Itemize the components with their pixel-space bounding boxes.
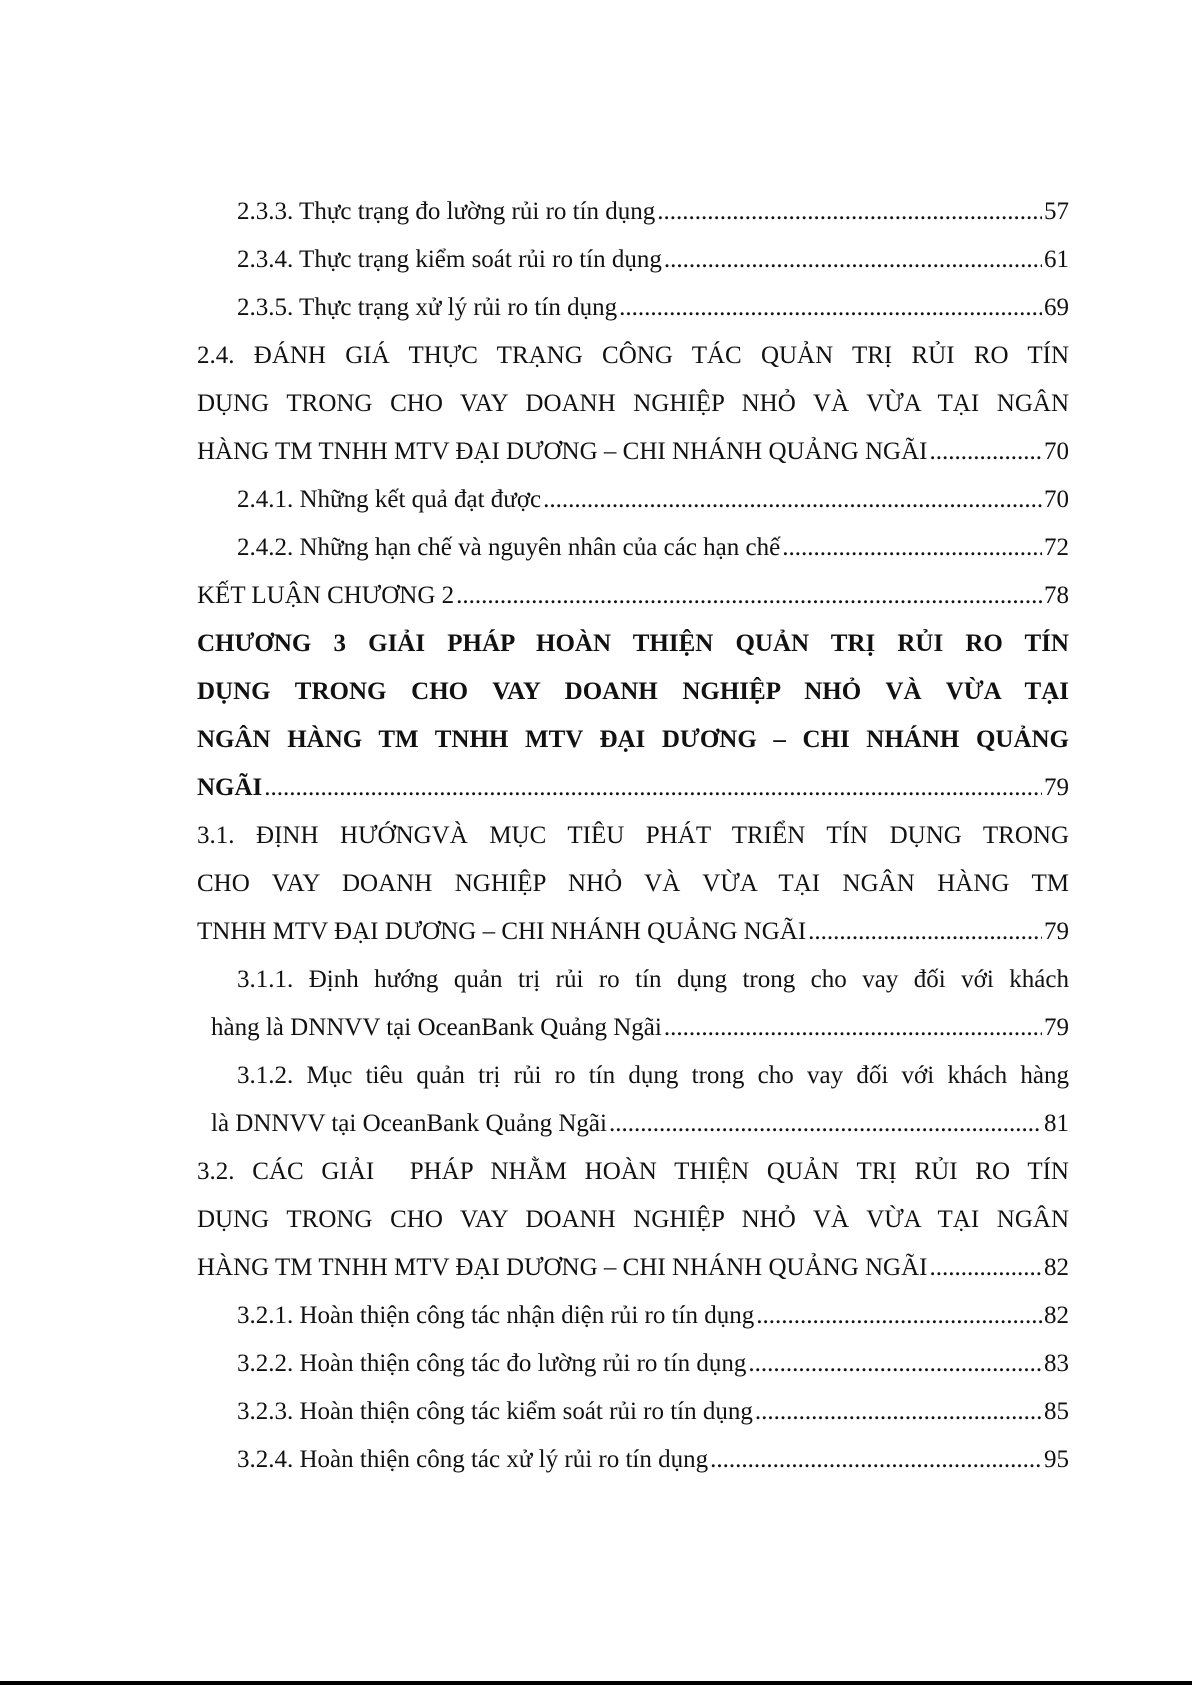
toc-entry-title: 2.4.1. Những kết quả đạt được (237, 486, 542, 513)
toc-leader-dots (543, 476, 1042, 524)
toc-entry-3-2-line3 (197, 1244, 1069, 1292)
toc-page-number: 70 (1044, 438, 1069, 465)
toc-leader-dots (808, 908, 1042, 956)
toc-entry-3-2-4 (197, 1436, 1069, 1484)
toc-leader-dots (456, 572, 1042, 620)
toc-entry-3-1-line1: 3.1. ĐỊNH HƯỚNGVÀ MỤC TIÊU PHÁT TRIỂN TÍN DỤNG TRONG (197, 822, 1069, 849)
toc-page-number: 79 (1044, 774, 1069, 801)
toc-page-number: 61 (1044, 246, 1069, 273)
toc-leader-dots (756, 1292, 1042, 1340)
toc-leader-dots (710, 1436, 1042, 1484)
toc-entry-3-2-3 (197, 1388, 1069, 1436)
toc-entry-title: 3.2.4. Hoàn thiện công tác xử lý rủi ro tín dụng (237, 1446, 709, 1473)
toc-entry-title: 2.4.2. Những hạn chế và nguyên nhân của các hạn chế (237, 534, 781, 561)
toc-entry-2-4-line1: 2.4. ĐÁNH GIÁ THỰC TRẠNG CÔNG TÁC QUẢN TRỊ RỦI RO TÍN (197, 342, 1069, 369)
toc-entry-2-4-line2: DỤNG TRONG CHO VAY DOANH NGHIỆP NHỎ VÀ VỪA TẠI NGÂN (197, 390, 1069, 417)
toc-entry-title: HÀNG TM TNHH MTV ĐẠI DƯƠNG – CHI NHÁNH QUẢNG NGÃI (197, 1254, 928, 1281)
toc-entry-3-1-2-line2 (197, 1100, 1069, 1148)
toc-leader-dots (929, 428, 1042, 476)
toc-entry-3-1-line2: CHO VAY DOANH NGHIỆP NHỎ VÀ VỪA TẠI NGÂN HÀNG TM (197, 870, 1069, 897)
toc-entry-2-3-5 (197, 284, 1069, 332)
toc-entry-2-3-4 (197, 236, 1069, 284)
toc-page-number: 82 (1044, 1302, 1069, 1329)
toc-entry-title: TNHH MTV ĐẠI DƯƠNG – CHI NHÁNH QUẢNG NGÃI (197, 918, 807, 945)
toc-entry-2-3-3 (197, 188, 1069, 236)
toc-leader-dots (657, 188, 1042, 236)
toc-page-number: 82 (1044, 1254, 1069, 1281)
toc-page-number: 57 (1044, 198, 1069, 225)
toc-entry-3-1-1-line1: 3.1.1. Định hướng quản trị rủi ro tín dụng trong cho vay đối với khách (237, 966, 1069, 993)
toc-page-number: 72 (1044, 534, 1069, 561)
page-bottom-edge (0, 1681, 1192, 1685)
toc-entry-3-2-line1: 3.2. CÁC GIẢI PHÁP NHẰM HOÀN THIỆN QUẢN TRỊ RỦI RO TÍN (197, 1158, 1069, 1185)
toc-leader-dots (664, 236, 1042, 284)
toc-leader-dots (748, 1340, 1042, 1388)
toc-entry-chapter-3-line2: DỤNG TRONG CHO VAY DOANH NGHIỆP NHỎ VÀ VỪA TẠI (197, 678, 1069, 705)
toc-entry-title: NGÃI (197, 774, 263, 801)
toc-entry-chapter-3-line4 (197, 764, 1069, 812)
toc-leader-dots (929, 1244, 1042, 1292)
toc-page-number: 79 (1044, 1014, 1069, 1041)
toc-page-number: 83 (1044, 1350, 1069, 1377)
toc-entry-2-4-line3 (197, 428, 1069, 476)
toc-entry-3-1-line3 (197, 908, 1069, 956)
toc-page-number: 70 (1044, 486, 1069, 513)
toc-entry-title: là DNNVV tại OceanBank Quảng Ngãi (211, 1110, 607, 1137)
toc-entry-2-4-1 (197, 476, 1069, 524)
toc-entry-chapter-3-line3: NGÂN HÀNG TM TNHH MTV ĐẠI DƯƠNG – CHI NHÁNH QUẢNG (197, 726, 1069, 753)
toc-page-number: 79 (1044, 918, 1069, 945)
toc-leader-dots (619, 284, 1042, 332)
toc-entry-title: 2.3.5. Thực trạng xử lý rủi ro tín dụng (237, 294, 618, 321)
toc-entry-title: HÀNG TM TNHH MTV ĐẠI DƯƠNG – CHI NHÁNH QUẢNG NGÃI (197, 438, 928, 465)
toc-page-number: 69 (1044, 294, 1069, 321)
toc-entry-3-1-1-line2 (197, 1004, 1069, 1052)
toc-page-number: 78 (1044, 582, 1069, 609)
toc-entry-title: 3.2.3. Hoàn thiện công tác kiểm soát rủi ro tín dụng (237, 1398, 753, 1425)
toc-leader-dots (782, 524, 1042, 572)
toc-entry-3-2-2 (197, 1340, 1069, 1388)
toc-leader-dots (664, 1004, 1042, 1052)
toc-entry-chapter-3-line1: CHƯƠNG 3 GIẢI PHÁP HOÀN THIỆN QUẢN TRỊ RỦI RO TÍN (197, 630, 1069, 657)
toc-entry-title: 2.3.4. Thực trạng kiểm soát rủi ro tín dụng (237, 246, 662, 273)
toc-page-number: 81 (1044, 1110, 1069, 1137)
toc-entry-title: 3.2.2. Hoàn thiện công tác đo lường rủi ro tín dụng (237, 1350, 747, 1377)
toc-entry-title: 3.2.1. Hoàn thiện công tác nhận diện rủi ro tín dụng (237, 1302, 755, 1329)
toc-entry-2-4-2 (197, 524, 1069, 572)
toc-entry-3-2-1 (197, 1292, 1069, 1340)
toc-leader-dots (264, 764, 1042, 812)
toc-leader-dots (755, 1388, 1042, 1436)
toc-entry-3-2-line2: DỤNG TRONG CHO VAY DOANH NGHIỆP NHỎ VÀ VỪA TẠI NGÂN (197, 1206, 1069, 1233)
toc-page-number: 95 (1044, 1446, 1069, 1473)
toc-entry-title: hàng là DNNVV tại OceanBank Quảng Ngãi (211, 1014, 662, 1041)
toc-entry-title: KẾT LUẬN CHƯƠNG 2 (197, 582, 455, 609)
toc-entry-conclusion-chapter-2 (197, 572, 1069, 620)
toc-leader-dots (609, 1100, 1042, 1148)
toc-entry-3-1-2-line1: 3.1.2. Mục tiêu quản trị rủi ro tín dụng trong cho vay đối với khách hàng (237, 1062, 1069, 1089)
table-of-contents (197, 188, 1069, 1484)
toc-entry-title: 2.3.3. Thực trạng đo lường rủi ro tín dụng (237, 198, 656, 225)
toc-page-number: 85 (1044, 1398, 1069, 1425)
